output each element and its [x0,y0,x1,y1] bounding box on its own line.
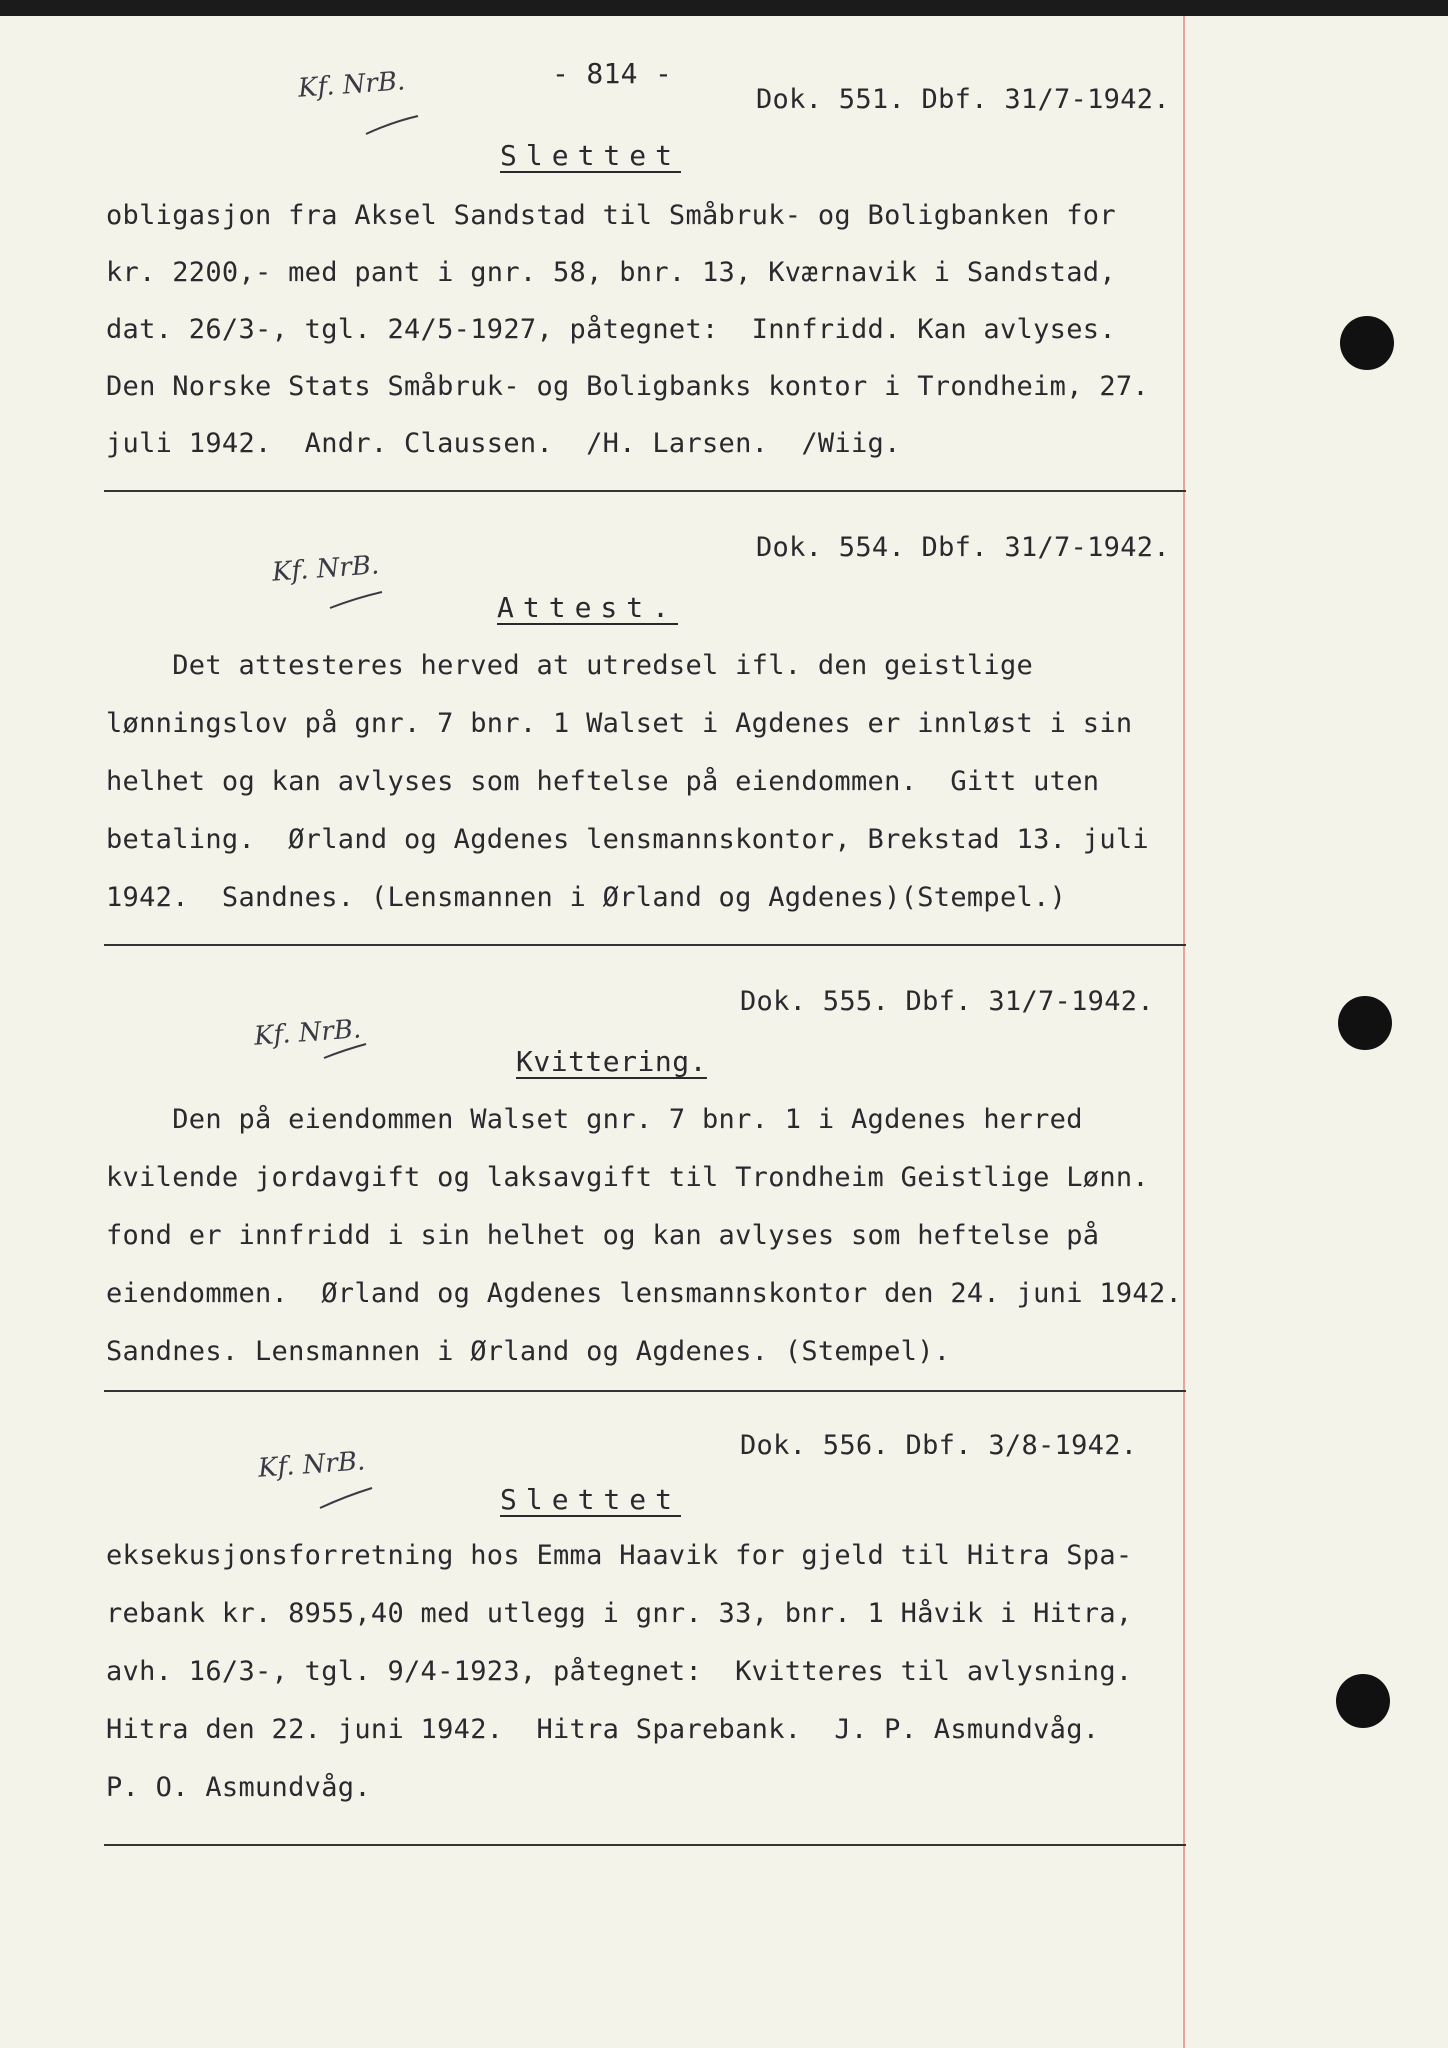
body-line: obligasjon fra Aksel Sandstad til Småbruk- og Boligbanken for [106,200,1116,231]
body-line: eiendommen. Ørland og Agdenes lensmannskontor den 24. juni 1942. [106,1278,1183,1309]
section-divider [104,490,1186,492]
page-number: - 814 - [552,57,673,90]
body-line: rebank kr. 8955,40 med utlegg i gnr. 33, bnr. 1 Håvik i Hitra, [106,1598,1133,1629]
body-line: kr. 2200,- med pant i gnr. 58, bnr. 13, Kværnavik i Sandstad, [106,257,1116,288]
entry-header: Dok. 556. Dbf. 3/8-1942. [740,1430,1138,1461]
body-line: fond er innfridd i sin helhet og kan avlyses som heftelse på [106,1220,1100,1251]
body-line: Sandnes. Lensmannen i Ørland og Agdenes. (Stempel). [106,1336,951,1367]
handwritten-underline [316,1484,376,1514]
body-line: helhet og kan avlyses som heftelse på eiendommen. Gitt uten [106,766,1100,797]
body-line: Den på eiendommen Walset gnr. 7 bnr. 1 i Agdenes herred [106,1104,1083,1135]
entry-title: Kvittering. [516,1045,707,1078]
handwritten-note: Kf. NrB. [253,1014,363,1052]
body-line: P. O. Asmundvåg. [106,1772,371,1803]
body-line: avh. 16/3-, tgl. 9/4-1923, påtegnet: Kvitteres til avlysning. [106,1656,1133,1687]
entry-title: Slettet [500,139,682,172]
body-line: kvilende jordavgift og laksavgift til Trondheim Geistlige Lønn. [106,1162,1149,1193]
body-line: eksekusjonsforretning hos Emma Haavik for gjeld til Hitra Spa- [106,1540,1133,1571]
entry-title: Attest. [497,591,679,624]
body-line: betaling. Ørland og Agdenes lensmannskontor, Brekstad 13. juli [106,824,1149,855]
margin-line [1183,16,1185,2048]
section-divider [104,1844,1186,1846]
section-divider [104,1390,1186,1392]
body-line: lønningslov på gnr. 7 bnr. 1 Walset i Agdenes er innløst i sin [106,708,1133,739]
punch-hole [1340,316,1394,370]
section-divider [104,944,1186,946]
handwritten-underline [326,586,386,616]
handwritten-note: Kf. NrB. [257,1446,367,1484]
body-line: 1942. Sandnes. (Lensmannen i Ørland og Agdenes)(Stempel.) [106,882,1067,913]
entry-header: Dok. 551. Dbf. 31/7-1942. [756,84,1170,115]
body-line: juli 1942. Andr. Claussen. /H. Larsen. /Wiig. [106,428,901,459]
body-line: dat. 26/3-, tgl. 24/5-1927, påtegnet: Innfridd. Kan avlyses. [106,314,1116,345]
entry-header: Dok. 554. Dbf. 31/7-1942. [756,532,1170,563]
punch-hole [1338,996,1392,1050]
entry-title: Slettet [500,1483,682,1516]
handwritten-note: Kf. NrB. [271,550,381,588]
punch-hole [1336,1674,1390,1728]
body-line: Den Norske Stats Småbruk- og Boligbanks kontor i Trondheim, 27. [106,371,1149,402]
entry-header: Dok. 555. Dbf. 31/7-1942. [740,986,1154,1017]
document-page [0,16,1448,2048]
body-line: Det attesteres herved at utredsel ifl. den geistlige [106,650,1034,681]
body-line: Hitra den 22. juni 1942. Hitra Sparebank. J. P. Asmundvåg. [106,1714,1100,1745]
handwritten-underline [320,1040,370,1066]
handwritten-note: Kf. NrB. [297,66,407,104]
handwritten-underline [362,112,422,142]
